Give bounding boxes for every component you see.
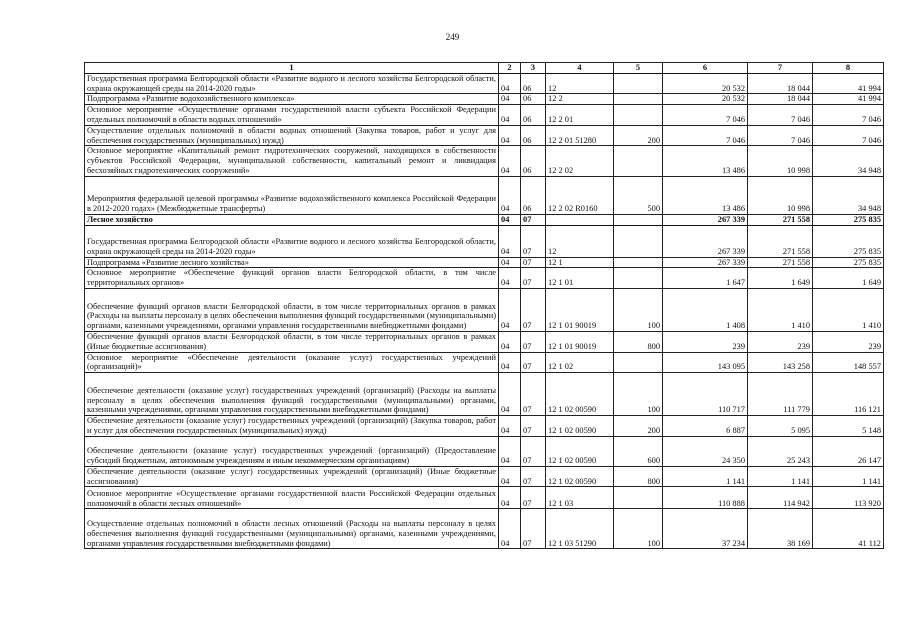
target-article-cell: 12 2 02 xyxy=(546,146,614,176)
target-article-cell xyxy=(546,214,614,225)
amount-year1-cell: 7 046 xyxy=(663,125,748,146)
table-row xyxy=(85,436,884,466)
amount-year2-cell: 10 998 xyxy=(748,176,813,214)
amount-year1-cell: 110 888 xyxy=(663,487,748,509)
expense-type-cell xyxy=(614,73,663,94)
subsection-code-cell: 07 xyxy=(521,257,546,268)
expense-type-cell: 500 xyxy=(614,176,663,214)
description-cell: Государственная программа Белгородской области «Развитие водного и лесного хозяйства Белгородской области, охрана окружающей среды на 2014-2020 годы» xyxy=(85,225,499,257)
table-row xyxy=(85,288,884,331)
description-cell: Государственная программа Белгородской области «Развитие водного и лесного хозяйства Белгородской области, охрана окружающей среды на 2014-2020 годы» xyxy=(85,73,499,94)
section-code-cell: 04 xyxy=(499,487,521,509)
amount-year1-cell: 37 234 xyxy=(663,509,748,549)
amount-year2-cell: 271 558 xyxy=(748,214,813,225)
amount-year2-cell: 10 998 xyxy=(748,146,813,176)
subsection-code-cell: 07 xyxy=(521,466,546,487)
section-code-cell: 04 xyxy=(499,257,521,268)
target-article-cell: 12 2 01 51280 xyxy=(546,125,614,146)
subsection-code-cell: 07 xyxy=(521,373,546,416)
amount-year3-cell: 7 046 xyxy=(813,105,884,126)
target-article-cell: 12 xyxy=(546,225,614,257)
description-cell: Подпрограмма «Развитие лесного хозяйства» xyxy=(85,257,499,268)
page-number: 249 xyxy=(445,32,460,42)
amount-year1-cell: 267 339 xyxy=(663,214,748,225)
amount-year1-cell: 239 xyxy=(663,331,748,352)
table-row xyxy=(85,105,884,126)
description-cell: Обеспечение деятельности (оказание услуг) государственных учреждений (организаций) (Расходы на выплаты персоналу в целях обеспечения выполнения функций государственными (муниципальными) органами, казенными учреждениями, органами управления государственными внебюджетными фондами) xyxy=(85,373,499,416)
subsection-code-cell: 06 xyxy=(521,146,546,176)
section-code-cell: 04 xyxy=(499,268,521,289)
amount-year3-cell: 34 948 xyxy=(813,176,884,214)
amount-year3-cell: 1 649 xyxy=(813,268,884,289)
amount-year2-cell: 114 942 xyxy=(748,487,813,509)
amount-year2-cell: 38 169 xyxy=(748,509,813,549)
amount-year2-cell: 1 141 xyxy=(748,466,813,487)
subsection-code-cell: 06 xyxy=(521,94,546,105)
description-cell: Мероприятия федеральной целевой программы «Развитие водохозяйственного комплекса Российской Федерации в 2012-2020 годах» (Межбюджетные трансферты) xyxy=(85,176,499,214)
section-code-cell: 04 xyxy=(499,436,521,466)
description-cell: Основное мероприятие «Обеспечение функций органов власти Белгородской области, в том числе территориальных органов» xyxy=(85,268,499,289)
section-code-cell: 04 xyxy=(499,146,521,176)
target-article-cell: 12 1 01 90019 xyxy=(546,288,614,331)
description-cell: Основное мероприятие «Осуществление органами государственной власти Российской Федерации отдельных полномочий в области лесных отношений» xyxy=(85,487,499,509)
amount-year3-cell: 275 835 xyxy=(813,214,884,225)
subsection-code-cell: 07 xyxy=(521,436,546,466)
target-article-cell: 12 1 xyxy=(546,257,614,268)
subsection-code-cell: 07 xyxy=(521,416,546,437)
amount-year2-cell: 7 046 xyxy=(748,125,813,146)
description-cell: Обеспечение деятельности (оказание услуг) государственных учреждений (организаций) (Предоставление субсидий бюджетным, автономным учреждениям и иным некоммерческим организациям) xyxy=(85,436,499,466)
budget-table xyxy=(84,62,884,549)
table-row xyxy=(85,268,884,289)
expense-type-cell xyxy=(614,214,663,225)
amount-year2-cell: 7 046 xyxy=(748,105,813,126)
target-article-cell: 12 1 02 00590 xyxy=(546,466,614,487)
amount-year3-cell: 148 557 xyxy=(813,352,884,373)
table-row xyxy=(85,416,884,437)
subsection-code-cell: 07 xyxy=(521,288,546,331)
section-code-cell: 04 xyxy=(499,466,521,487)
section-code-cell: 04 xyxy=(499,73,521,94)
subsection-code-cell: 06 xyxy=(521,105,546,126)
expense-type-cell xyxy=(614,94,663,105)
subsection-code-cell: 07 xyxy=(521,352,546,373)
section-code-cell: 04 xyxy=(499,373,521,416)
amount-year3-cell: 1 141 xyxy=(813,466,884,487)
amount-year3-cell: 41 112 xyxy=(813,509,884,549)
table-row xyxy=(85,466,884,487)
target-article-cell: 12 1 02 00590 xyxy=(546,416,614,437)
section-code-cell: 04 xyxy=(499,416,521,437)
section-code-cell: 04 xyxy=(499,176,521,214)
target-article-cell: 12 2 xyxy=(546,94,614,105)
amount-year1-cell: 267 339 xyxy=(663,225,748,257)
amount-year3-cell: 275 835 xyxy=(813,225,884,257)
amount-year1-cell: 1 408 xyxy=(663,288,748,331)
amount-year3-cell: 34 948 xyxy=(813,146,884,176)
section-code-cell: 04 xyxy=(499,352,521,373)
target-article-cell: 12 1 03 xyxy=(546,487,614,509)
table-row xyxy=(85,487,884,509)
section-row xyxy=(85,214,884,225)
description-cell: Основное мероприятие «Капитальный ремонт гидротехнических сооружений, находящихся в собственности субъектов Российской Федерации, муниципальной собственности, капитальный ремонт и ликвидация бесхозяйных гидротехнических сооружений» xyxy=(85,146,499,176)
amount-year2-cell: 18 044 xyxy=(748,73,813,94)
description-cell: Обеспечение деятельности (оказание услуг) государственных учреждений (организаций) (Закупка товаров, работ и услуг для обеспечения государственных (муниципальных) нужд) xyxy=(85,416,499,437)
amount-year2-cell: 5 095 xyxy=(748,416,813,437)
description-cell: Подпрограмма «Развитие водохозяйственного комплекса» xyxy=(85,94,499,105)
description-cell: Обеспечение функций органов власти Белгородской области, в том числе территориальных органов в рамках (Иные бюджетные ассигнования) xyxy=(85,331,499,352)
description-cell: Лесное хозяйство xyxy=(85,214,499,225)
table-row xyxy=(85,225,884,257)
amount-year3-cell: 41 994 xyxy=(813,94,884,105)
expense-type-cell: 100 xyxy=(614,509,663,549)
target-article-cell: 12 1 03 51290 xyxy=(546,509,614,549)
amount-year1-cell: 1 647 xyxy=(663,268,748,289)
target-article-cell: 12 2 02 R0160 xyxy=(546,176,614,214)
section-code-cell: 04 xyxy=(499,225,521,257)
subsection-code-cell: 06 xyxy=(521,73,546,94)
section-code-cell: 04 xyxy=(499,125,521,146)
amount-year1-cell: 1 141 xyxy=(663,466,748,487)
amount-year3-cell: 5 148 xyxy=(813,416,884,437)
amount-year2-cell: 271 558 xyxy=(748,257,813,268)
column-header: 2 xyxy=(499,63,521,74)
amount-year1-cell: 13 486 xyxy=(663,176,748,214)
expense-type-cell: 100 xyxy=(614,373,663,416)
table-row xyxy=(85,94,884,105)
amount-year1-cell: 143 095 xyxy=(663,352,748,373)
amount-year2-cell: 271 558 xyxy=(748,225,813,257)
description-cell: Осуществление отдельных полномочий в области лесных отношений (Расходы на выплаты персоналу в целях обеспечения выполнения функций государственными (муниципальными) органами, казенными учреждениями, органами управления государственными внебюджетными фондами) xyxy=(85,509,499,549)
expense-type-cell: 800 xyxy=(614,331,663,352)
amount-year1-cell: 13 486 xyxy=(663,146,748,176)
description-cell: Осуществление отдельных полномочий в области водных отношений (Закупка товаров, работ и услуг для обеспечения государственных (муниципальных) нужд) xyxy=(85,125,499,146)
table-row xyxy=(85,73,884,94)
expense-type-cell xyxy=(614,105,663,126)
expense-type-cell xyxy=(614,225,663,257)
expense-type-cell: 200 xyxy=(614,125,663,146)
amount-year2-cell: 18 044 xyxy=(748,94,813,105)
amount-year3-cell: 41 994 xyxy=(813,73,884,94)
table-row xyxy=(85,176,884,214)
description-cell: Основное мероприятие «Обеспечение деятельности (оказание услуг) государственных учреждений (организаций)» xyxy=(85,352,499,373)
amount-year3-cell: 113 920 xyxy=(813,487,884,509)
section-code-cell: 04 xyxy=(499,94,521,105)
column-header: 8 xyxy=(813,63,884,74)
expense-type-cell: 200 xyxy=(614,416,663,437)
amount-year3-cell: 116 121 xyxy=(813,373,884,416)
table-row xyxy=(85,352,884,373)
expense-type-cell xyxy=(614,146,663,176)
table-row xyxy=(85,509,884,549)
expense-type-cell: 800 xyxy=(614,466,663,487)
section-code-cell: 04 xyxy=(499,509,521,549)
target-article-cell: 12 1 02 xyxy=(546,352,614,373)
amount-year2-cell: 1 649 xyxy=(748,268,813,289)
amount-year3-cell: 239 xyxy=(813,331,884,352)
column-number-row xyxy=(85,63,884,74)
target-article-cell: 12 1 02 00590 xyxy=(546,373,614,416)
amount-year3-cell: 275 835 xyxy=(813,257,884,268)
table-row xyxy=(85,125,884,146)
amount-year1-cell: 24 350 xyxy=(663,436,748,466)
description-cell: Обеспечение функций органов власти Белгородской области, в том числе территориальных органов в рамках (Расходы на выплаты персоналу в целях обеспечения выполнения функций государственными (муниципальными) органами, казенными учреждениями, органами управления государственными внебюджетными фондами) xyxy=(85,288,499,331)
column-header: 6 xyxy=(663,63,748,74)
expense-type-cell xyxy=(614,257,663,268)
amount-year1-cell: 267 339 xyxy=(663,257,748,268)
amount-year1-cell: 20 532 xyxy=(663,94,748,105)
amount-year2-cell: 25 243 xyxy=(748,436,813,466)
expense-type-cell xyxy=(614,352,663,373)
subsection-code-cell: 07 xyxy=(521,214,546,225)
amount-year1-cell: 20 532 xyxy=(663,73,748,94)
target-article-cell: 12 1 01 xyxy=(546,268,614,289)
amount-year2-cell: 111 779 xyxy=(748,373,813,416)
column-header: 4 xyxy=(546,63,614,74)
amount-year3-cell: 7 046 xyxy=(813,125,884,146)
subsection-code-cell: 07 xyxy=(521,331,546,352)
amount-year1-cell: 6 887 xyxy=(663,416,748,437)
subsection-code-cell: 07 xyxy=(521,509,546,549)
amount-year3-cell: 26 147 xyxy=(813,436,884,466)
subsection-code-cell: 07 xyxy=(521,225,546,257)
expense-type-cell xyxy=(614,487,663,509)
target-article-cell: 12 1 01 90019 xyxy=(546,331,614,352)
expense-type-cell: 100 xyxy=(614,288,663,331)
section-code-cell: 04 xyxy=(499,331,521,352)
amount-year2-cell: 143 258 xyxy=(748,352,813,373)
amount-year2-cell: 239 xyxy=(748,331,813,352)
table-row xyxy=(85,257,884,268)
amount-year1-cell: 110 717 xyxy=(663,373,748,416)
amount-year2-cell: 1 410 xyxy=(748,288,813,331)
column-header: 5 xyxy=(614,63,663,74)
subsection-code-cell: 07 xyxy=(521,487,546,509)
section-code-cell: 04 xyxy=(499,288,521,331)
amount-year3-cell: 1 410 xyxy=(813,288,884,331)
table-row xyxy=(85,331,884,352)
target-article-cell: 12 xyxy=(546,73,614,94)
table-row xyxy=(85,146,884,176)
subsection-code-cell: 06 xyxy=(521,125,546,146)
expense-type-cell xyxy=(614,268,663,289)
description-cell: Основное мероприятие «Осуществление органами государственной власти субъекта Российской Федерации отдельных полномочий в области водных отношений» xyxy=(85,105,499,126)
column-header: 1 xyxy=(85,63,499,74)
target-article-cell: 12 2 01 xyxy=(546,105,614,126)
expense-type-cell: 600 xyxy=(614,436,663,466)
subsection-code-cell: 07 xyxy=(521,268,546,289)
subsection-code-cell: 06 xyxy=(521,176,546,214)
section-code-cell: 04 xyxy=(499,105,521,126)
target-article-cell: 12 1 02 00590 xyxy=(546,436,614,466)
table-row xyxy=(85,373,884,416)
amount-year1-cell: 7 046 xyxy=(663,105,748,126)
description-cell: Обеспечение деятельности (оказание услуг) государственных учреждений (организаций) (Иные бюджетные ассигнования) xyxy=(85,466,499,487)
column-header: 7 xyxy=(748,63,813,74)
column-header: 3 xyxy=(521,63,546,74)
section-code-cell: 04 xyxy=(499,214,521,225)
